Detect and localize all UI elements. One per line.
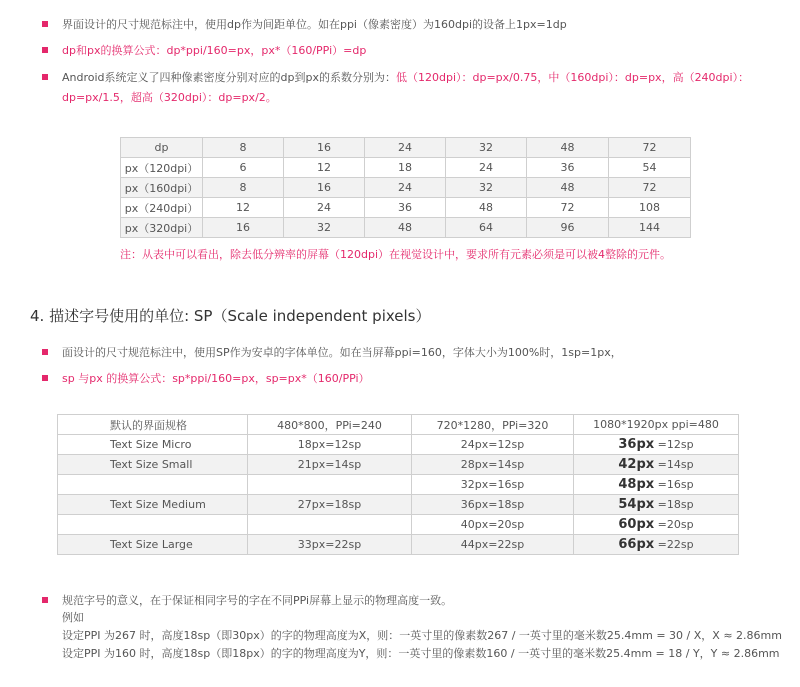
table2-cell-xxhdpi bbox=[574, 495, 739, 515]
dp-px-table bbox=[120, 137, 691, 238]
sp-value: =12sp bbox=[654, 438, 694, 451]
px-value: 66px bbox=[618, 537, 655, 552]
bullet-marker-5 bbox=[42, 375, 48, 381]
table1-cell: 24 bbox=[284, 198, 365, 218]
table1-cell: 36 bbox=[527, 158, 609, 178]
table1-row-label: px（320dpi） bbox=[121, 218, 203, 238]
table1-cell: 32 bbox=[284, 218, 365, 238]
table1-cell: 32 bbox=[446, 138, 527, 158]
table1-cell: 36 bbox=[365, 198, 446, 218]
table2-row-label: Text Size Medium bbox=[58, 495, 248, 515]
sp-value: =22sp bbox=[654, 538, 694, 551]
table2-cell bbox=[248, 475, 412, 495]
table1-cell: 64 bbox=[446, 218, 527, 238]
table2-row bbox=[58, 475, 739, 495]
table2-cell: 33px=22sp bbox=[248, 535, 412, 555]
bullet-marker-2 bbox=[42, 47, 48, 53]
table2-cell-xxhdpi bbox=[574, 455, 739, 475]
table2-row-label: Text Size Small bbox=[58, 455, 248, 475]
table1-cell: 24 bbox=[365, 138, 446, 158]
table1-row-label: px（120dpi） bbox=[121, 158, 203, 178]
table1-cell: 48 bbox=[365, 218, 446, 238]
table2-header-row bbox=[58, 415, 739, 435]
table2-cell: 27px=18sp bbox=[248, 495, 412, 515]
table2-header-cell: 480*800，PPi=240 bbox=[248, 415, 412, 435]
bullet-marker-4 bbox=[42, 349, 48, 355]
table2-row-label: Text Size Large bbox=[58, 535, 248, 555]
table1-row bbox=[121, 138, 691, 158]
table1-row bbox=[121, 178, 691, 198]
table2-row-label bbox=[58, 515, 248, 535]
bullet-text-1: 界面设计的尺寸规范标注中，使用dp作为间距单位。如在ppi（像素密度）为160dpi的设备上1px=1dp bbox=[62, 18, 567, 31]
bullet-text-6: 规范字号的意义，在于保证相同字号的字在不同PPi屏幕上显示的物理高度一致。 bbox=[62, 594, 453, 607]
bullet-text-3-pink: 低（120dpi）：dp=px/0.75，中（160dpi）：dp=px，高（240dpi）： bbox=[395, 71, 750, 84]
bullet-text-3 bbox=[62, 69, 749, 85]
bullet-marker-1 bbox=[42, 21, 48, 27]
sp-value: =18sp bbox=[654, 498, 694, 511]
table1-cell: 144 bbox=[609, 218, 691, 238]
table1-cell: 8 bbox=[203, 178, 284, 198]
bullet-text-5: sp 与px 的换算公式：sp*ppi/160=px，sp=px*（160/PPi） bbox=[62, 372, 370, 385]
table2-cell-xxhdpi bbox=[574, 435, 739, 455]
px-value: 48px bbox=[618, 477, 655, 492]
table2-row-label: Text Size Micro bbox=[58, 435, 248, 455]
bullet-text-3-line2: dp=px/1.5，超高（320dpi）：dp=px/2。 bbox=[62, 91, 277, 104]
table1-note: 注：从表中可以看出，除去低分辨率的屏幕（120dpi）在视觉设计中，要求所有元素必须是可以被4整除的元件。 bbox=[120, 248, 672, 261]
table2-header-cell: 720*1280，PPi=320 bbox=[412, 415, 574, 435]
table1-cell: 6 bbox=[203, 158, 284, 178]
table2-cell: 18px=12sp bbox=[248, 435, 412, 455]
table1-cell: 24 bbox=[365, 178, 446, 198]
table1-cell: 12 bbox=[284, 158, 365, 178]
table1-cell: 16 bbox=[284, 178, 365, 198]
table1-cell: 72 bbox=[609, 178, 691, 198]
table2-cell: 32px=16sp bbox=[412, 475, 574, 495]
table1-cell: 8 bbox=[203, 138, 284, 158]
table1-cell: 16 bbox=[284, 138, 365, 158]
table2-row bbox=[58, 455, 739, 475]
bullet-marker-3 bbox=[42, 74, 48, 80]
table1-cell: 48 bbox=[527, 138, 609, 158]
table1-cell: 24 bbox=[446, 158, 527, 178]
table2-cell bbox=[248, 515, 412, 535]
table2-row bbox=[58, 535, 739, 555]
table2-cell-xxhdpi bbox=[574, 515, 739, 535]
sp-value: =14sp bbox=[654, 458, 694, 471]
table1-row-label: dp bbox=[121, 138, 203, 158]
table1-cell: 16 bbox=[203, 218, 284, 238]
table2-row-label bbox=[58, 475, 248, 495]
bullet-marker-6 bbox=[42, 597, 48, 603]
section-heading-sp: 4. 描述字号使用的单位: SP（Scale independent pixels） bbox=[30, 307, 431, 325]
sp-value: =20sp bbox=[654, 518, 694, 531]
table2-cell: 21px=14sp bbox=[248, 455, 412, 475]
px-value: 60px bbox=[618, 517, 655, 532]
bullet-text-4: 面设计的尺寸规范标注中，使用SP作为安卓的字体单位。如在当屏幕ppi=160，字体大小为100%时，1sp=1px， bbox=[62, 346, 622, 359]
px-value: 54px bbox=[618, 497, 655, 512]
example-line-2: 设定PPI 为160 时，高度18sp（即18px）的字的物理高度为Y，则：一英寸里的像素数160 / 一英寸里的毫米数25.4mm = 18 / Y，Y ≈ 2.86mm bbox=[62, 647, 780, 660]
table1-cell: 12 bbox=[203, 198, 284, 218]
table1-cell: 18 bbox=[365, 158, 446, 178]
sp-value: =16sp bbox=[654, 478, 694, 491]
example-label: 例如 bbox=[62, 611, 84, 624]
table2-cell-xxhdpi bbox=[574, 535, 739, 555]
table2-header-label: 默认的界面规格 bbox=[58, 415, 248, 435]
table1-cell: 48 bbox=[446, 198, 527, 218]
table2-cell: 40px=20sp bbox=[412, 515, 574, 535]
table2-cell: 28px=14sp bbox=[412, 455, 574, 475]
table1-cell: 32 bbox=[446, 178, 527, 198]
table1-row bbox=[121, 218, 691, 238]
px-value: 42px bbox=[618, 457, 655, 472]
table2-cell-xxhdpi bbox=[574, 475, 739, 495]
table1-row bbox=[121, 198, 691, 218]
table2-row bbox=[58, 515, 739, 535]
table1-cell: 96 bbox=[527, 218, 609, 238]
bullet-text-3-plain: Android系统定义了四种像素密度分别对应的dp到px的系数分别为： bbox=[62, 71, 396, 84]
table1-cell: 72 bbox=[609, 138, 691, 158]
table1-cell: 108 bbox=[609, 198, 691, 218]
table1-cell: 72 bbox=[527, 198, 609, 218]
table1-row-label: px（160dpi） bbox=[121, 178, 203, 198]
table2-cell: 36px=18sp bbox=[412, 495, 574, 515]
table1-row bbox=[121, 158, 691, 178]
table2-cell: 44px=22sp bbox=[412, 535, 574, 555]
bullet-text-2: dp和px的换算公式：dp*ppi/160=px，px*（160/PPi）=dp bbox=[62, 44, 367, 57]
table1-row-label: px（240dpi） bbox=[121, 198, 203, 218]
table2-cell: 24px=12sp bbox=[412, 435, 574, 455]
table2-row bbox=[58, 435, 739, 455]
table2-header-cell: 1080*1920px ppi=480 bbox=[574, 415, 739, 435]
text-size-table bbox=[57, 414, 739, 555]
table1-cell: 54 bbox=[609, 158, 691, 178]
table1-cell: 48 bbox=[527, 178, 609, 198]
example-line-1: 设定PPI 为267 时，高度18sp（即30px）的字的物理高度为X，则：一英寸里的像素数267 / 一英寸里的毫米数25.4mm = 30 / X，X ≈ 2.86mm bbox=[62, 629, 782, 642]
table2-row bbox=[58, 495, 739, 515]
px-value: 36px bbox=[618, 437, 655, 452]
